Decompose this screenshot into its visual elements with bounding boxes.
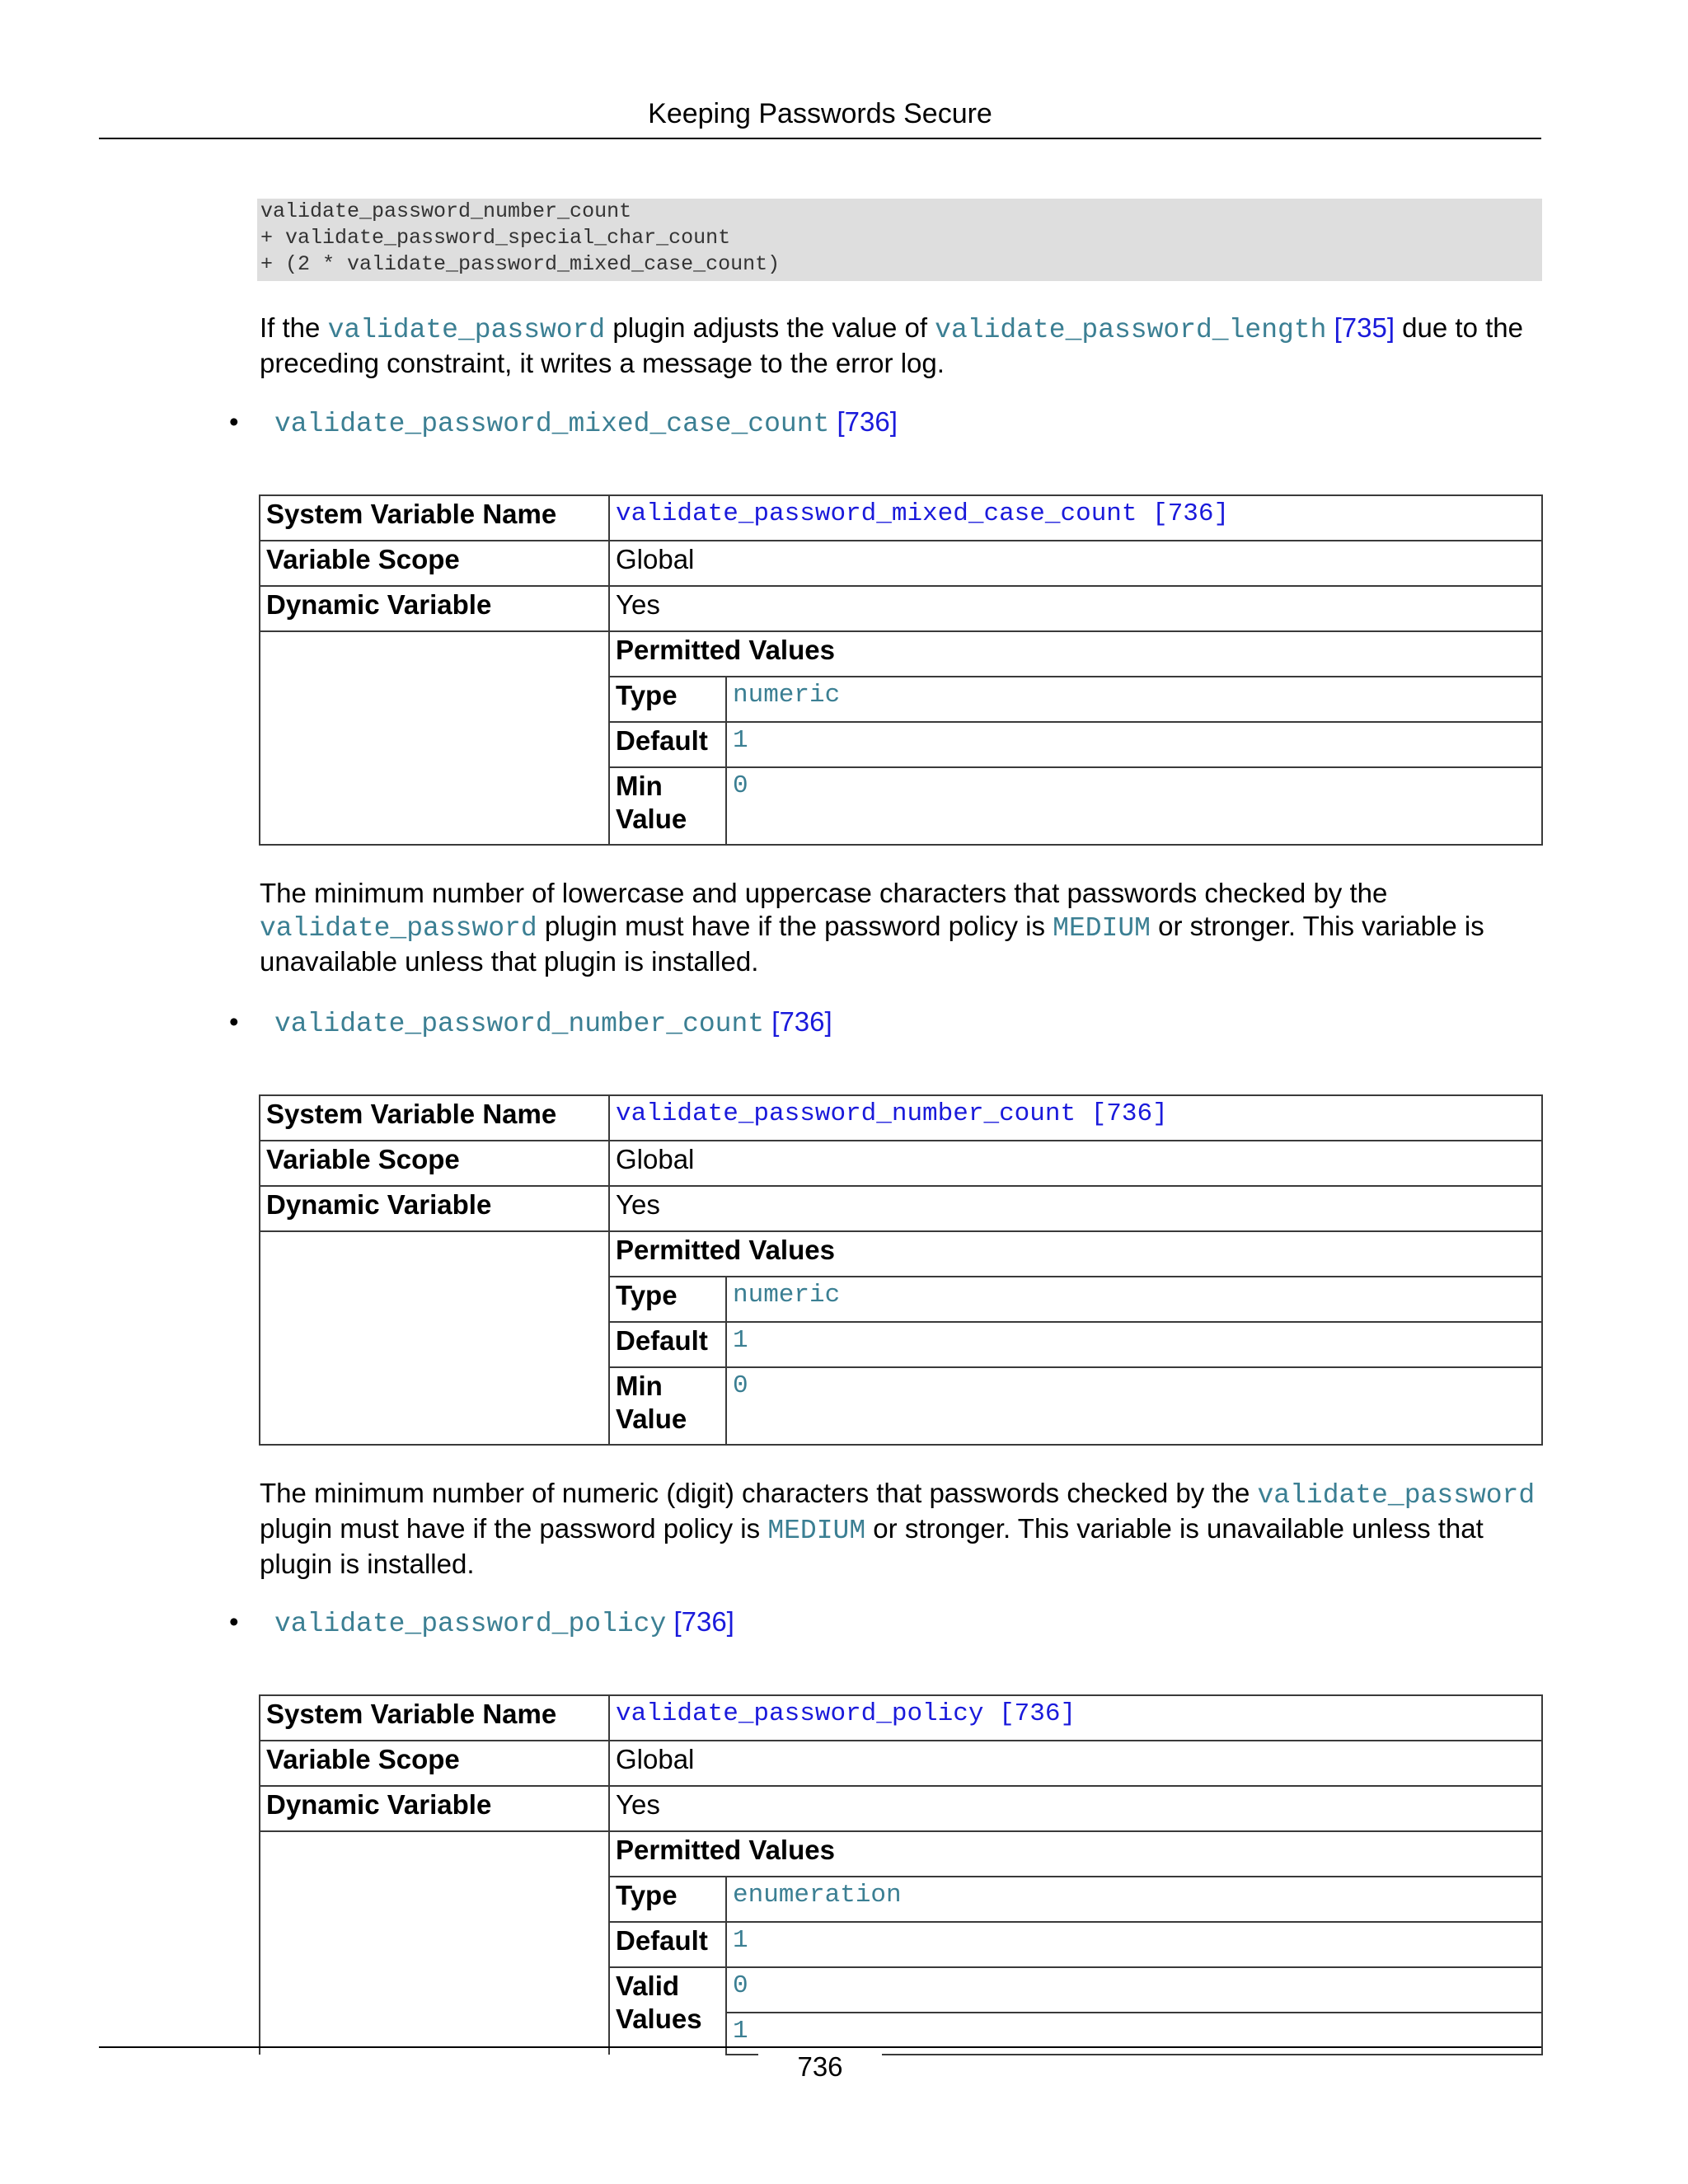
inline-code: validate_password [327,315,606,345]
label-name: System Variable Name [260,1695,609,1741]
description-paragraph: The minimum number of lowercase and uppercase characters that passwords checked by the validate_password plugin must have if the password policy is MEDIUM or stronger. This variable is unavailable unless that plugin is installed. [260,878,1484,977]
code-line: + (2 * validate_password_mixed_case_count) [260,252,781,276]
inline-code: validate_password [260,913,537,944]
dynamic-value: Yes [609,1186,1542,1231]
bullet: • [229,406,239,437]
label-type: Type [609,677,726,722]
label-default: Default [609,1922,726,1967]
empty-cell [260,1831,609,2055]
label-dynamic: Dynamic Variable [260,1186,609,1231]
intro-paragraph: If the validate_password plugin adjusts the value of validate_password_length [735] due to the preceding constraint, it writes a message to the error log. [260,312,1523,378]
label-dynamic: Dynamic Variable [260,586,609,631]
page-ref-link[interactable]: [735] [1334,312,1395,343]
min-value: 0 [726,767,1542,845]
code-block [257,199,1542,281]
type-value: enumeration [726,1877,1542,1922]
inline-code-link[interactable]: validate_password_length [935,315,1327,345]
label-valid-values: Valid Values [609,1967,726,2055]
page-number: 736 [758,2049,882,2085]
page-title: Keeping Passwords Secure [648,98,992,129]
header-divider [99,138,1541,139]
label-permitted: Permitted Values [609,631,1542,677]
list-item [229,1605,734,1641]
description-paragraph: The minimum number of numeric (digit) characters that passwords checked by the validate_password plugin must have if the password policy is MEDIUM or stronger. This variable is unavailable unless that plugin is installed. [260,1478,1536,1579]
dynamic-value: Yes [609,586,1542,631]
scope-value: Global [609,1741,1542,1786]
type-value: numeric [726,677,1542,722]
valid-value: 0 [726,1967,1542,2013]
list-item [229,1005,832,1041]
label-scope: Variable Scope [260,1741,609,1786]
sysvar-name-link[interactable]: validate_password_number_count [736] [609,1095,1542,1141]
default-value: 1 [726,1922,1542,1967]
sysvar-name-link[interactable]: validate_password_policy [736] [609,1695,1542,1741]
label-permitted: Permitted Values [609,1231,1542,1277]
default-value: 1 [726,722,1542,767]
code-line: validate_password_number_count [260,199,632,223]
footer-divider [99,2046,1541,2048]
min-value: 0 [726,1367,1542,1445]
scope-value: Global [609,1141,1542,1186]
label-name: System Variable Name [260,495,609,541]
sysvar-table [259,1694,1543,2055]
label-scope: Variable Scope [260,1141,609,1186]
inline-code: validate_password [1257,1480,1536,1511]
label-default: Default [609,722,726,767]
label-type: Type [609,1877,726,1922]
bullet: • [229,1006,239,1037]
inline-code: MEDIUM [1053,913,1151,944]
label-min-value: Min Value [609,767,726,845]
list-item [229,405,898,441]
variable-link[interactable]: validate_password_number_count [274,1009,765,1039]
sysvar-table [259,494,1543,846]
inline-code: MEDIUM [767,1516,866,1546]
label-permitted: Permitted Values [609,1831,1542,1877]
label-default: Default [609,1322,726,1367]
variable-link[interactable]: validate_password_mixed_case_count [274,409,830,439]
page-ref-link[interactable]: [736] [837,406,898,437]
sysvar-table [259,1094,1543,1446]
sysvar-name-link[interactable]: validate_password_mixed_case_count [736] [609,495,1542,541]
page-ref-link[interactable]: [736] [771,1006,832,1037]
empty-cell [260,631,609,845]
label-scope: Variable Scope [260,541,609,586]
label-name: System Variable Name [260,1095,609,1141]
default-value: 1 [726,1322,1542,1367]
empty-cell [260,1231,609,1445]
scope-value: Global [609,541,1542,586]
label-min-value: Min Value [609,1367,726,1445]
label-dynamic: Dynamic Variable [260,1786,609,1831]
dynamic-value: Yes [609,1786,1542,1831]
page-ref-link[interactable]: [736] [673,1606,734,1637]
variable-link[interactable]: validate_password_policy [274,1609,667,1639]
bullet: • [229,1606,239,1637]
label-type: Type [609,1277,726,1322]
code-line: + validate_password_special_char_count [260,226,731,250]
valid-value: 1 [726,2013,1542,2055]
type-value: numeric [726,1277,1542,1322]
